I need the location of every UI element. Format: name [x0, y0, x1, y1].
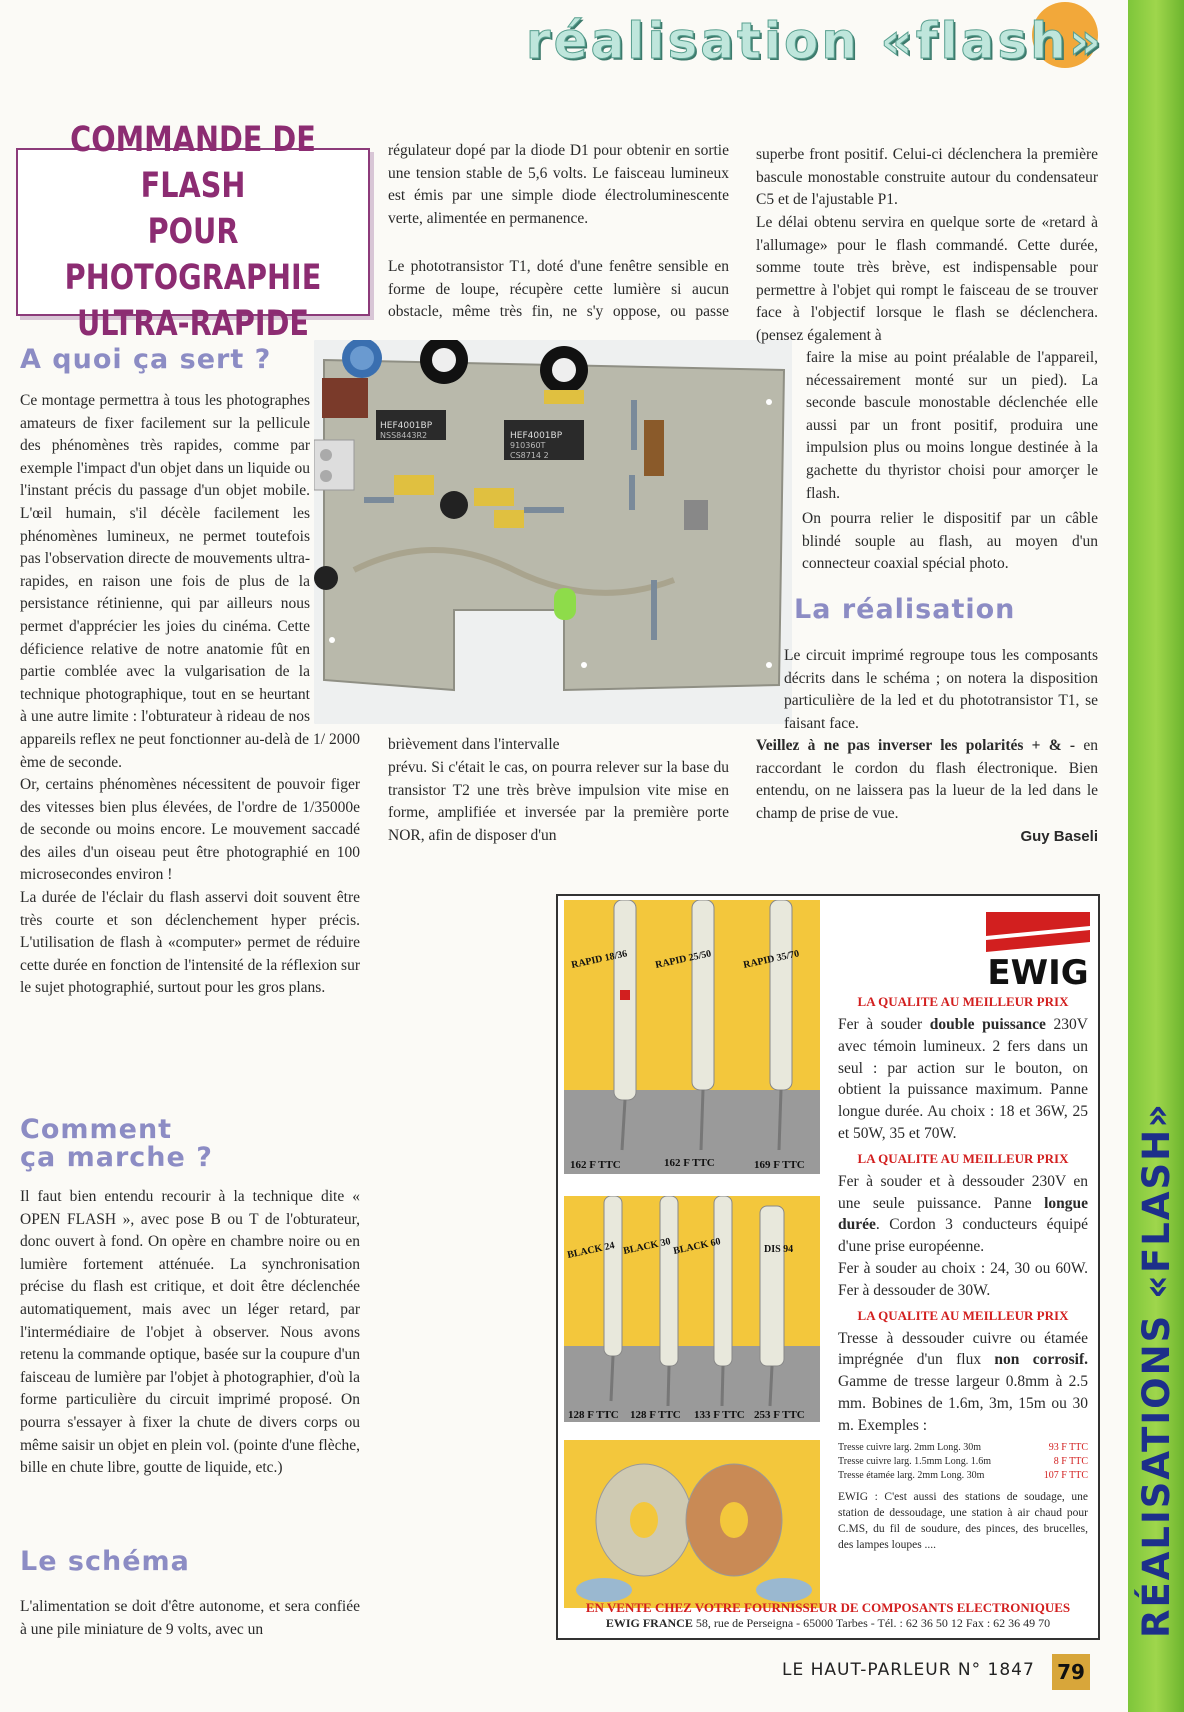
ad-price-black-30: 128 F TTC — [630, 1409, 681, 1421]
ic1-sublabel: NSS8443R2 — [380, 431, 428, 440]
ad-b1-pre: Fer à souder — [838, 1016, 930, 1033]
col1-paragraph-2: Or, certains phénomènes nécessitent de pouvoir figer des vitesses bien plus élevées, de l'ordre de 1/35000e de seconde ou moins encore. Le mouvement saccadé des ailes d'un oiseau peut être photographié en 100 microsecondes environ ! — [20, 776, 360, 884]
heading-schema: Le schéma — [20, 1546, 190, 1577]
author-name: Guy Baseli — [1020, 828, 1098, 845]
ad-b3-post: Gamme de tresse largeur 0.8mm à 2.5 mm. Bobines de 1.6m, 3m, 15m ou 30 m. Exemples : — [838, 1373, 1088, 1434]
ad-braid-price-3: 107 F TTC — [1043, 1469, 1088, 1481]
ad-b1-post: 230V avec témoin lumineux. 2 fers dans un seul : par action sur le bouton, on obtient la puissance maximum. Panne longue durée. Au choix : 18 et 36W, 25 et 50W, 35 et 70W. — [838, 1016, 1088, 1142]
ad-address-line — [558, 1616, 1098, 1631]
ad-braid-price-2: 8 F TTC — [1053, 1455, 1088, 1467]
section-side-label: RÉALISATIONS «FLASH» — [1135, 1101, 1178, 1638]
ad-braid-row — [838, 1455, 1088, 1469]
col3-paragraph-1: superbe front positif. Celui-ci déclenchera la première bascule monostable construite autour du condensateur C5 et de l'ajustable P1. — [756, 146, 1098, 209]
ad-braid-price-list — [838, 1441, 1088, 1483]
ad-headline-1: LA QUALITE AU MEILLEUR PRIX — [857, 994, 1069, 1009]
ad-label-dis-94: DIS 94 — [764, 1244, 794, 1255]
col3-paragraph-4: Le circuit imprimé regroupe tous les composants décrits dans le schéma ; on notera la disposition particulière de la led et du phototransistor T1, se faisant face. — [784, 647, 1098, 732]
ad-b2-post: . Cordon 3 conducteurs équipé d'une prise européenne. — [838, 1216, 1088, 1256]
col2-paragraph-1: régulateur dopé par la diode D1 pour obtenir en sortie une tension stable de 5,6 volts. Le faisceau lumineux est émis par une simple diode électroluminescente verte, alimentée en permanence. — [388, 142, 729, 227]
ad-braid-desc-3: Tresse étamée larg. 2mm Long. 30m — [838, 1469, 985, 1481]
ad-image-black-irons — [564, 1196, 820, 1422]
ad-b3-pre: Tresse à dessouder cuivre ou étamée imprégnée d'un flux — [838, 1329, 1088, 1369]
ad-label-black-60: BLACK 60 — [672, 1236, 722, 1257]
ic2-sublabel-2: CS8714 2 — [510, 451, 549, 460]
ad-address: 58, rue de Perseigna - 65000 Tarbes - Tél. : 62 36 50 12 Fax : 62 36 49 70 — [692, 1616, 1051, 1630]
ad-braid-row — [838, 1441, 1088, 1455]
ad-label-rapid-35: RAPID 35/70 — [742, 948, 801, 971]
title-line-2: POUR PHOTOGRAPHIE — [64, 212, 322, 298]
title-line-1: COMMANDE DE FLASH — [70, 120, 316, 206]
title-line-3: ULTRA-RAPIDE — [76, 304, 310, 344]
ad-block-2 — [838, 1171, 1088, 1258]
polarity-warning: Veillez à ne pas inverser les polarités + & - — [756, 737, 1076, 754]
ad-label-black-24: BLACK 24 — [566, 1240, 616, 1261]
col3-paragraph-2b: faire la mise au point préalable de l'appareil, nécessairement monté sur un pied). La seconde bascule monostable déclenchée elle aussi par un front positif, produira une impulsion plus ou moins longue destinée à la gachette du thyristor choisi pour amorçer le flash. — [806, 349, 1098, 502]
col3-paragraph-3: On pourra relier le dispositif par un câble blindé souple au flash, au moyen d'un connecteur coaxial spécial photo. — [802, 510, 1098, 573]
ad-label-rapid-18: RAPID 18/36 — [570, 948, 629, 971]
col3-paragraph-5 — [756, 735, 1098, 825]
col2-paragraph-3: brièvement dans l'intervalle — [388, 736, 560, 753]
ad-b2-pre: Fer à souder et à dessouder 230V en une seule puissance. Panne — [838, 1172, 1088, 1212]
ad-block-2-choice: Fer à souder au choix : 24, 30 ou 60W. Fer à dessouder de 30W. — [838, 1259, 1088, 1299]
col2-paragraph-4: prévu. Si c'était le cas, on pourra relever sur la base du transistor T2 une très brève impulsion vite mise en forme, amplifiée et inversée par la première porte NOR, afin de disposer d'un — [388, 759, 729, 844]
ad-price-black-24: 128 F TTC — [568, 1409, 619, 1421]
ad-b2-bold: longue durée — [838, 1194, 1088, 1234]
ic1-label: HEF4001BP — [380, 421, 433, 431]
col1-paragraph-5: L'alimentation se doit d'être autonome, et sera confiée à une pile miniature de 9 volts, avec un — [20, 1598, 360, 1638]
ad-image-desoldering-braid — [564, 1440, 820, 1608]
ad-b1-bold: double puissance — [929, 1016, 1046, 1033]
ad-block-1 — [838, 1014, 1088, 1145]
ad-price-black-60: 133 F TTC — [694, 1409, 745, 1421]
ad-braid-row — [838, 1469, 1088, 1483]
col1-block-top — [20, 390, 360, 1000]
ad-b3-bold: non corrosif. — [994, 1351, 1088, 1369]
ad-braid-desc-1: Tresse cuivre larg. 2mm Long. 30m — [838, 1441, 982, 1453]
ad-text-column — [838, 994, 1088, 1553]
col1-paragraph-1: Ce montage permettra à tous les photographes amateurs de fixer facilement sur la pellicule des phénomènes très rapides, comme par exemple l'impact d'un objet dans un liquide ou l'instant précis du passage d'un objet mobile. L'œil humain, s'il décèle facilement les phénomènes lumineux, ne permet toutefois pas l'observation directe de mouvements ultra-rapides, en raison une fois de plus de la persistance rétinienne, qui par ailleurs nous permet d'apprécier les joies du cinéma. Cette déficience relative de notre anatomie fût en partie comblée avec la vulgarisation de la technique photographique, tout en se heurtant à une autre limite : l'obturateur à rideau de nos appareils reflex ne peut fonctionner au-delà de 1/ 2000 ème de seconde. — [20, 392, 360, 771]
ad-label-black-30: BLACK 30 — [622, 1236, 672, 1257]
ad-braid-desc-2: Tresse cuivre larg. 1.5mm Long. 1.6m — [838, 1455, 992, 1467]
ad-price-rapid-25: 162 F TTC — [664, 1157, 715, 1169]
ewig-logo-text: EWIG — [987, 953, 1089, 990]
heading-comment-1: Comment — [20, 1114, 173, 1145]
col2-paragraph-2: Le phototransistor T1, doté d'une fenêtre sensible en forme de loupe, récupère cette lumière si aucun obstacle, même très fin, ne s'y oppose, ou passe — [388, 258, 729, 321]
col3-paragraph-2a: Le délai obtenu servira en quelque sorte de «retard à l'allumage» pour le flash commandé. Cette durée, somme toute très brève, est indispensable pour permettre à l'objet qui rompt le faisceau de se trouver face à l'objectif lorsque le flash se déclenchera. (pensez également à — [756, 214, 1098, 344]
ic2-sublabel: 910360T — [510, 441, 546, 450]
ad-block-3 — [838, 1328, 1088, 1437]
heading-comment-2: ça marche ? — [20, 1142, 213, 1173]
header-title: réalisation «flash» — [525, 12, 1104, 70]
heading-realisation: La réalisation — [794, 594, 1016, 625]
ad-sale-line: EN VENTE CHEZ VOTRE FOURNISSEUR DE COMPOSANTS ELECTRONIQUES — [585, 1600, 1071, 1615]
article-title-box — [16, 120, 370, 344]
ad-headline-3: LA QUALITE AU MEILLEUR PRIX — [857, 1307, 1069, 1323]
ewig-logo — [986, 912, 1090, 990]
ic2-label: HEF4001BP — [510, 431, 563, 441]
ad-headline-2: LA QUALITE AU MEILLEUR PRIX — [857, 1150, 1069, 1166]
col1-paragraph-3: La durée de l'éclair du flash asservi doit souvent être très courte et son déclenchement hyper précis. L'utilisation de flash à «computer» permet de réduire cette durée en fonction de l'intensité de la réflexion sur le sujet photographié, surtout pour les gros plans. — [20, 889, 360, 997]
pcb-photo — [314, 340, 792, 724]
heading-a-quoi: A quoi ça sert ? — [20, 344, 272, 375]
ad-price-rapid-35: 169 F TTC — [754, 1159, 805, 1171]
ad-braid-price-1: 93 F TTC — [1048, 1441, 1088, 1453]
ad-company: EWIG FRANCE — [605, 1616, 693, 1630]
page-number: 79 — [1052, 1654, 1090, 1690]
ad-label-rapid-25: RAPID 25/50 — [654, 948, 713, 971]
ad-price-dis-94: 253 F TTC — [754, 1409, 805, 1421]
magazine-footer: LE HAUT-PARLEUR N° 1847 — [782, 1660, 1035, 1680]
col1-paragraph-4: Il faut bien entendu recourir à la technique dite « OPEN FLASH », avec pose B ou T de l'obturateur, donc ouvert à fond. On opère en chambre noire ou en lumière fortement atténuée. La synchronisation précise du flash est critique, et doit être déclenchée automatiquement, mais avec un léger retard, par l'intermédiaire de l'objet à observer. Nous avons retenu la commande optique, basée sur la coupure d'un faisceau de lumière par l'objet à photographier, d'où la forme particulière du circuit imprimé proposé. On pourra s'essayer à fixer la chute de divers corps ou même saisir un objet en plein vol. (pointe d'une flèche, bille en chute libre, goutte de liquide, etc.) — [20, 1188, 360, 1477]
ad-stations-text: EWIG : C'est aussi des stations de soudage, une station de dessoudage, une station à air chaud pour C.MS, du fil de soudure, des pinces, des brucelles, des lampes loupes .... — [838, 1490, 1088, 1551]
ewig-advertisement — [556, 894, 1100, 1640]
ad-image-rapid-irons — [564, 900, 820, 1174]
ad-price-rapid-18: 162 F TTC — [570, 1159, 621, 1171]
polarity-rest: en raccordant le cordon du flash électronique. Bien entendu, on ne laissera pas la lueur de la led dans le champ de prise de vue. — [756, 737, 1098, 822]
ad-footer — [558, 1600, 1098, 1631]
